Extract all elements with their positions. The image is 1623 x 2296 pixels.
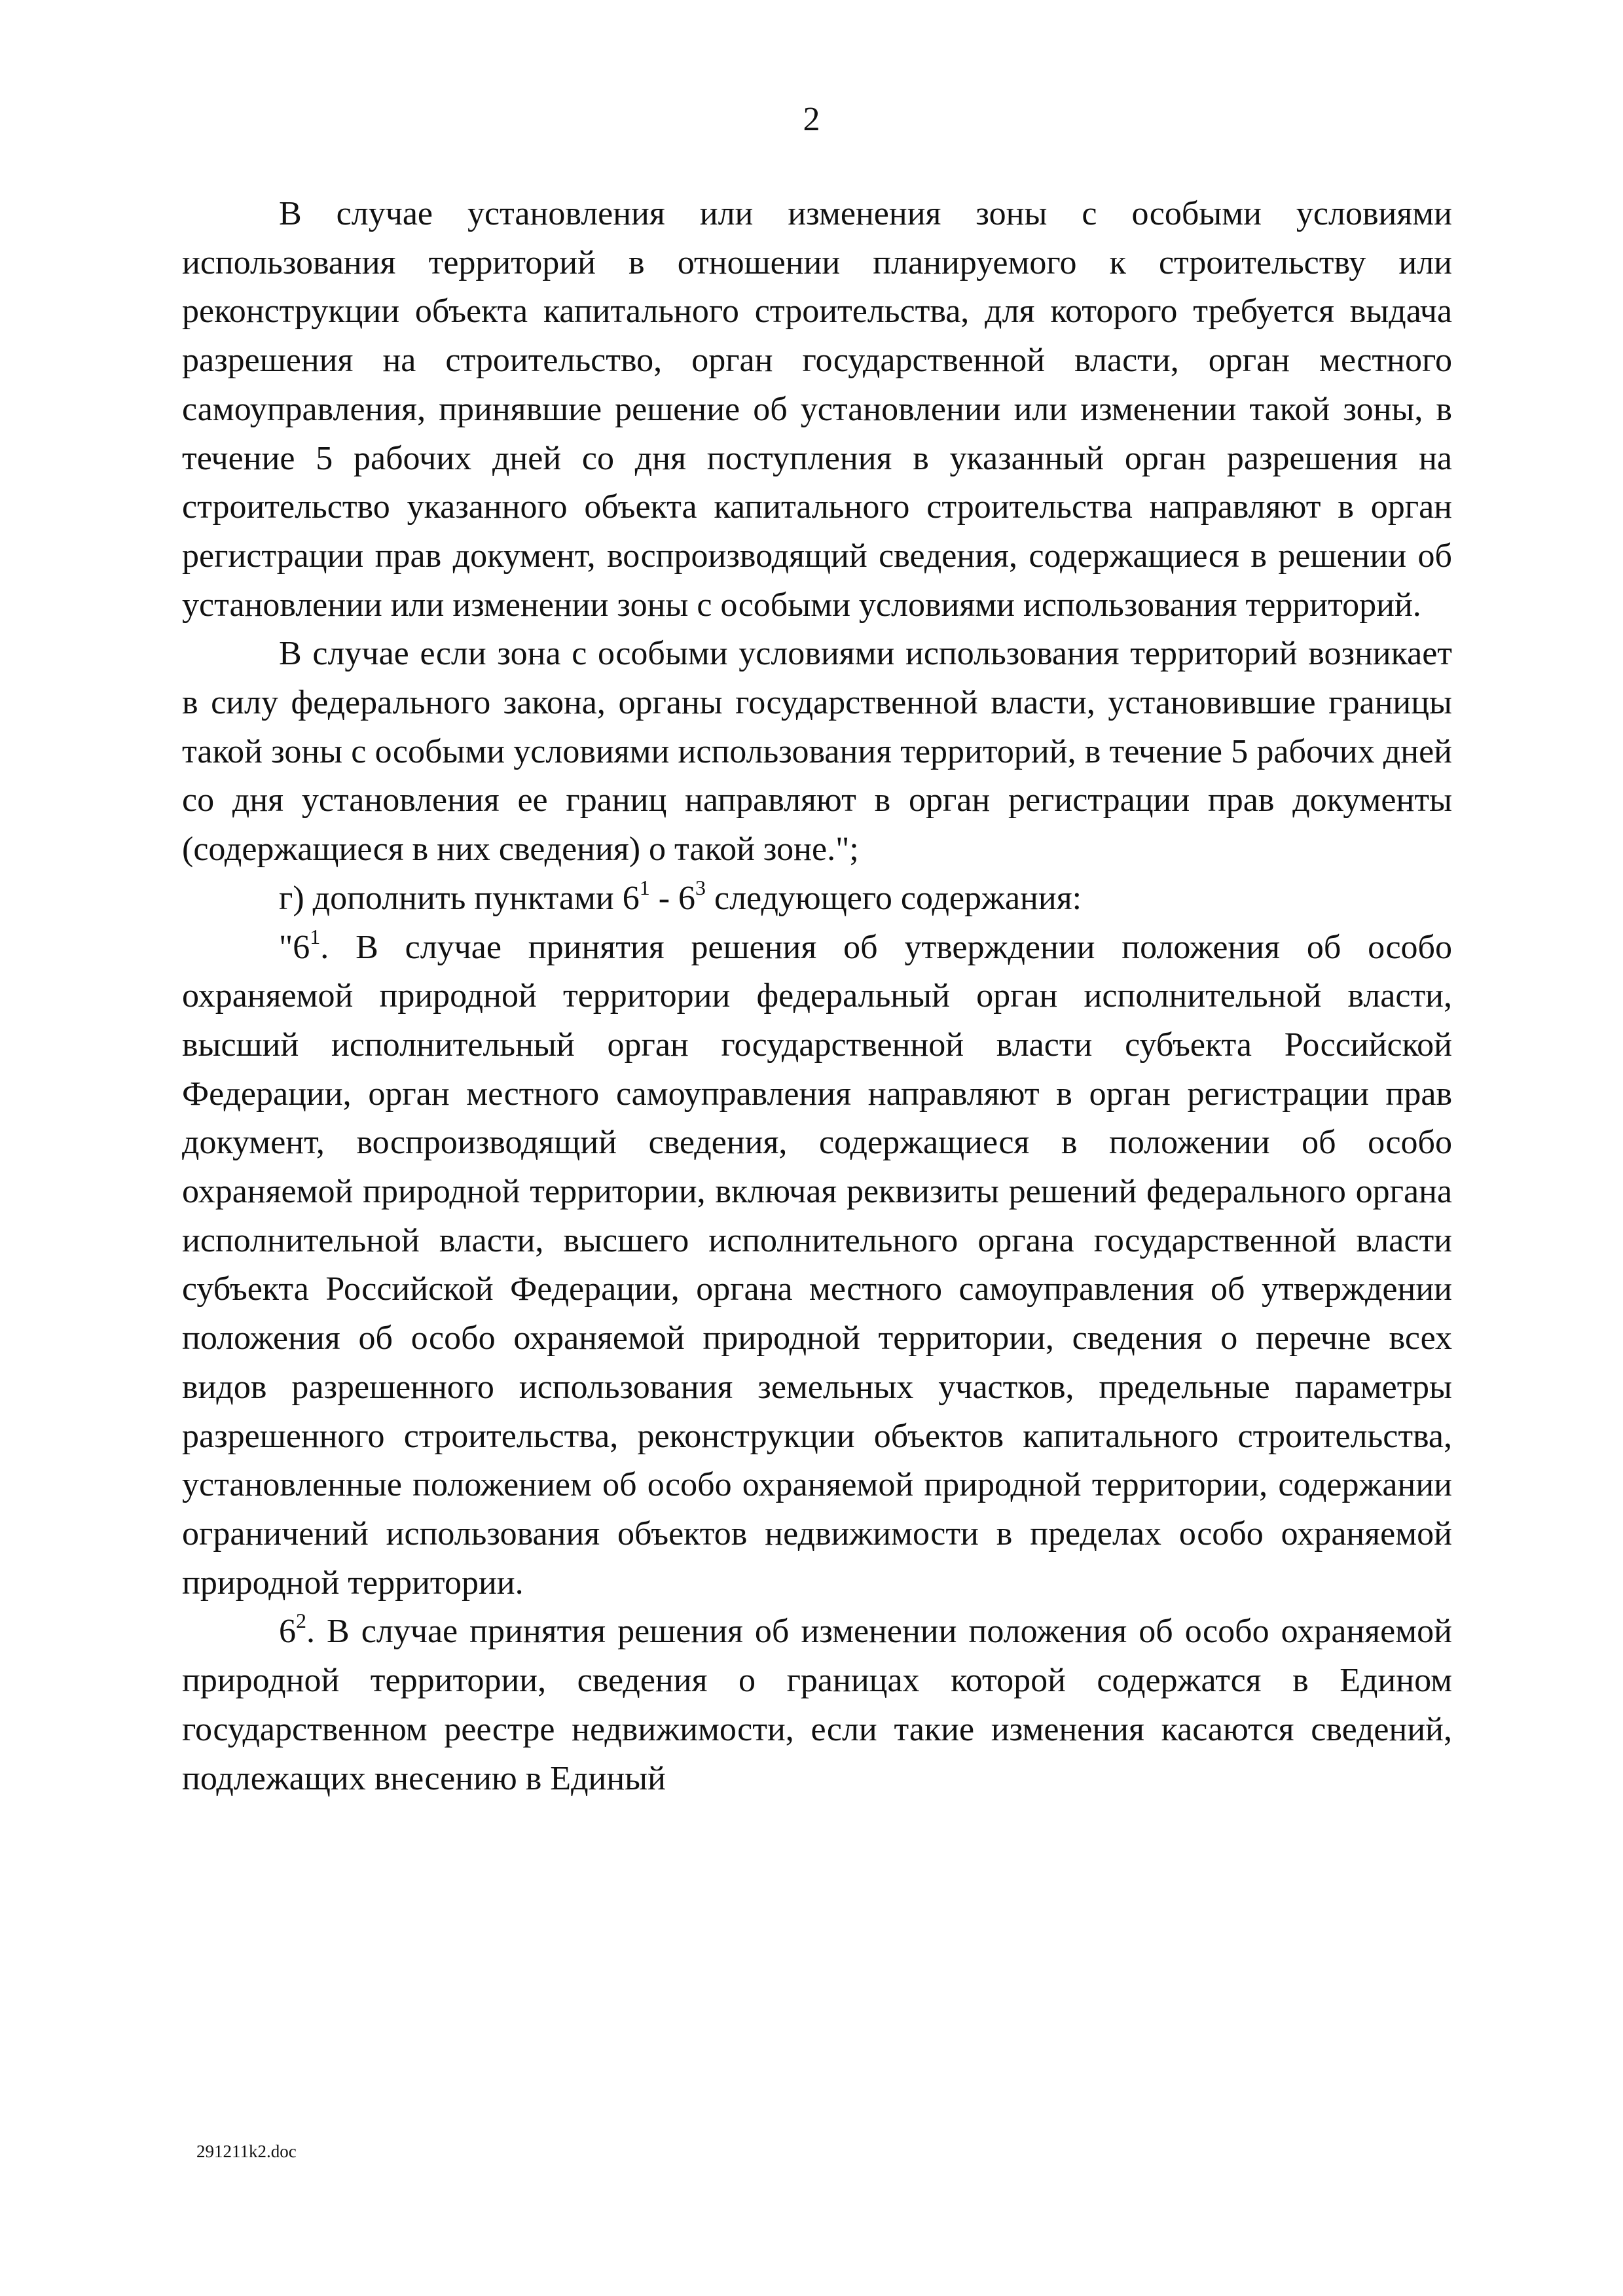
item-6-2-text: . В случае принятия решения об изменении положения об особо охраняемой природной территории, сведения о границах которой содержатся в Едином государственном реестре недвижимости, если такие изменения касаются сведений, подлежащих внесению в Единый [182,1613,1452,1797]
item-g-middle: - 6 [649,879,696,917]
item-g-suffix: следующего содержания: [706,879,1082,917]
paragraph-zone-establishment: В случае установления или изменения зоны с особыми условиями использования территорий в отношении планируемого к строительству или реконструкции объекта капитального строительства, для которого требуется выдача разрешения на строительство, орган государственной власти, орган местного самоуправления, принявшие решение об установлении или изменении такой зоны, в течение 5 рабочих дней со дня поступления в указанный орган разрешения на строительство указанного объекта капитального строительства направляют в орган регистрации прав документ, воспроизводящий сведения, содержащиеся в решении об установлении или изменении зоны с особыми условиями использования территорий. [182,195,1452,624]
item-6-1-text: . В случае принятия решения об утверждении положения об особо охраняемой природной территории федеральный орган исполнительной власти, высший исполнительный орган государственной власти субъекта Российской Федерации, орган местного самоуправления направляют в орган регистрации прав документ, воспроизводящий сведения, содержащиеся в положении об особо охраняемой природной территории, включая реквизиты решений федерального органа исполнительной власти, высшего исполнительного органа государственной власти субъекта Российской Федерации, органа местного самоуправления об утверждении положения об особо охраняемой природной территории, сведения о перечне всех видов разрешенного использования земельных участков, предельные параметры разрешенного строительства, реконструкции объектов капитального строительства, установленные положением об особо охраняемой природной территории, содержании ограничений использования объектов недвижимости в пределах особо охраняемой природной территории. [182,928,1452,1602]
item-g-sup-start: 1 [639,875,650,899]
item-g [182,874,1452,924]
document-body [182,190,1452,1803]
item-g-prefix: г) дополнить пунктами 6 [279,879,640,917]
file-name-footer: 291211k2.doc [196,2142,297,2161]
item-6-2-sup: 2 [296,1609,306,1633]
item-6-1 [182,924,1452,1608]
item-g-sup-end: 3 [695,875,706,899]
item-6-2 [182,1607,1452,1803]
paragraph-federal-law-zone: В случае если зона с особыми условиями использования территорий возникает в силу федерального закона, органы государственной власти, установившие границы такой зоны с особыми условиями использования территорий, в течение 5 рабочих дней со дня установления ее границ направляют в орган регистрации прав документы (содержащиеся в них сведения) о такой зоне."; [182,635,1452,869]
page-number: 2 [803,101,820,138]
item-6-2-prefix: 6 [279,1613,296,1651]
item-6-1-prefix: "6 [279,928,310,966]
item-6-1-sup: 1 [310,924,321,948]
